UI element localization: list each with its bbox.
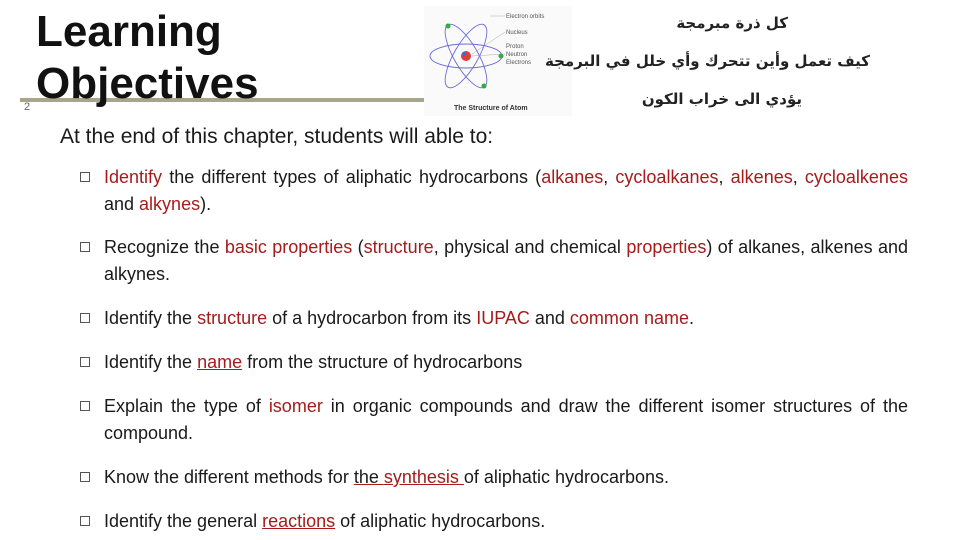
obj5-part1: isomer xyxy=(268,396,323,416)
obj4-part2: from the structure of hydrocarbons xyxy=(242,352,523,372)
label-nucleus: Nucleus xyxy=(506,30,528,36)
obj3-part6: . xyxy=(688,308,694,328)
obj3-part5: common name xyxy=(569,308,689,328)
obj7-part2: of aliphatic hydrocarbons. xyxy=(335,511,546,531)
arabic-line-3: يؤدي الى خراب الكون xyxy=(641,90,802,108)
obj1-part6: alkenes xyxy=(730,167,793,187)
obj5-part0: Explain the type of xyxy=(104,396,269,416)
obj2-part3: structure xyxy=(363,237,434,257)
obj3-part1: structure xyxy=(197,308,268,328)
obj2-part1: basic properties xyxy=(224,237,353,257)
objective-item-5 xyxy=(80,393,914,447)
slide-title xyxy=(36,6,259,110)
obj2-part5: properties xyxy=(626,237,707,257)
label-proton: Proton xyxy=(506,44,524,50)
obj2-part6: ) of alkanes, alkenes and alkynes. xyxy=(104,237,914,284)
arabic-line-1: كل ذرة مبرمجة xyxy=(676,14,788,32)
square-bullet-icon xyxy=(80,516,90,526)
obj2-part2: ( xyxy=(352,237,364,257)
arabic-line-2: كيف تعمل وأين تتحرك وأي خلل في البرمجة xyxy=(544,52,870,70)
obj2-part0: Recognize the xyxy=(104,237,225,257)
obj1-part5: , xyxy=(718,167,731,187)
atom-caption: The Structure of Atom xyxy=(454,105,528,112)
square-bullet-icon xyxy=(80,401,90,411)
obj1-part8: cycloalkenes xyxy=(804,167,908,187)
obj1-part7: , xyxy=(792,167,805,187)
slide-number: 2 xyxy=(24,101,31,113)
label-electrons: Electrons xyxy=(506,60,532,66)
obj1-part10: alkynes xyxy=(139,194,201,214)
objective-item-6 xyxy=(80,464,908,491)
obj1-part2: alkanes xyxy=(541,167,604,187)
obj7-part1: reactions xyxy=(262,511,336,531)
objective-item-2 xyxy=(80,234,914,288)
obj7-part0: Identify the general xyxy=(104,511,263,531)
obj1-part4: cycloalkanes xyxy=(615,167,719,187)
objective-item-3 xyxy=(80,305,908,332)
intro-text: At the end of this chapter, students will able to: xyxy=(60,125,494,148)
obj1-part3: , xyxy=(603,167,616,187)
obj4-part0: Identify the xyxy=(104,352,198,372)
square-bullet-icon xyxy=(80,172,90,182)
obj6-part1: the xyxy=(353,467,384,487)
label-electron-orbits: Electron orbits xyxy=(506,14,545,20)
objective-item-7 xyxy=(80,508,908,535)
obj3-part0: Identify the xyxy=(104,308,198,328)
obj6-part0: Know the different methods for xyxy=(104,467,354,487)
obj1-part1: the different types of aliphatic hydrocarbons ( xyxy=(162,167,542,187)
obj2-part4: , physical and chemical xyxy=(433,237,627,257)
obj1-part0: Identify xyxy=(104,167,163,187)
obj1-part9: and xyxy=(104,167,918,214)
obj3-part2: of a hydrocarbon from its xyxy=(267,308,477,328)
square-bullet-icon xyxy=(80,357,90,367)
objective-item-4 xyxy=(80,349,908,376)
obj3-part3: IUPAC xyxy=(476,308,530,328)
objective-item-1 xyxy=(80,164,918,218)
title-line-1: Learning xyxy=(36,7,222,56)
square-bullet-icon xyxy=(80,313,90,323)
square-bullet-icon xyxy=(80,472,90,482)
obj6-part3: of aliphatic hydrocarbons. xyxy=(463,467,670,487)
title-line-2: Objectives xyxy=(36,59,259,108)
obj3-part4: and xyxy=(529,308,570,328)
obj5-part2: in organic compounds and draw the different isomer structures of the compound. xyxy=(104,396,914,443)
obj6-part2: synthesis xyxy=(383,467,464,487)
square-bullet-icon xyxy=(80,242,90,252)
label-neutron: Neutron xyxy=(506,52,528,58)
obj4-part1: name xyxy=(197,352,243,372)
obj1-part11: ). xyxy=(200,194,212,214)
